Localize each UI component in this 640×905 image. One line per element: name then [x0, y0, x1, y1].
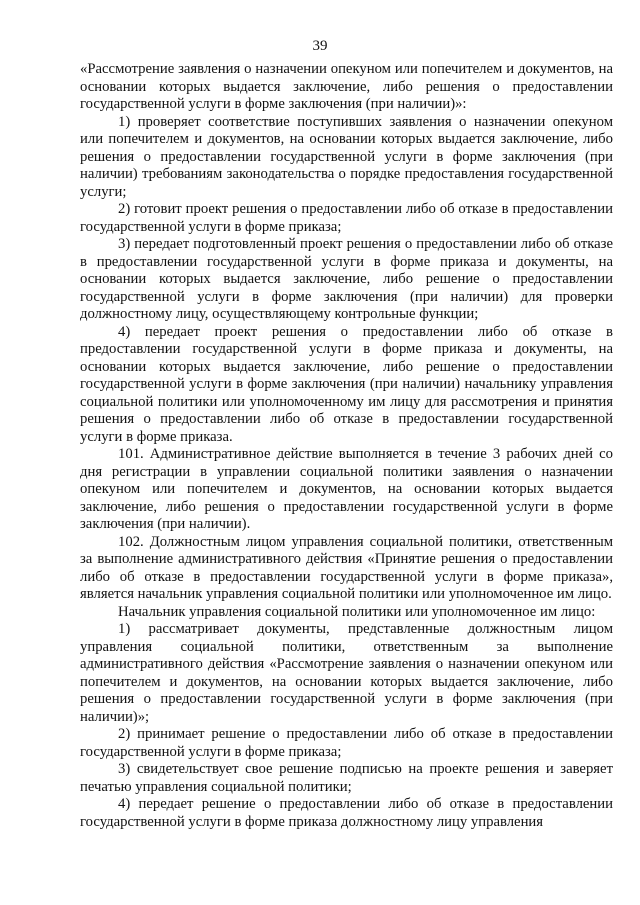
- paragraph-item-4: 4) передает проект решения о предоставлении либо об отказе в предоставлении государственной услуги в форме приказа и документы, на основании которых выдается заключение, либо решение о предоставлении государственной услуги в форме заключения (при наличии) начальнику управления социальной политики или уполномоченному им лицу для рассмотрения и принятия решения о предоставлении либо об отказе в предоставлении государственной услуги в форме приказа.: [80, 323, 613, 445]
- paragraph-continuation: «Рассмотрение заявления о назначении опекуном или попечителем и документов, на основании которых выдается заключение, либо решения о предоставлении государственной услуги в форме заключения (при наличии)»:: [80, 61, 613, 112]
- paragraph-duty-2: 2) принимает решение о предоставлении либо об отказе в предоставлении государственной услуги в форме приказа;: [80, 726, 613, 760]
- paragraph-duty-1: 1) рассматривает документы, представленные должностным лицом управления социальной политики, ответственным за выполнение административного действия «Рассмотрение заявления о назначении опекуном или попечителем и документов, на основании которых выдается заключение, либо решения о предоставлении государственной услуги в форме заключения (при наличии)»;: [80, 621, 613, 725]
- paragraph-102: 102. Должностным лицом управления социальной политики, ответственным за выполнение административного действия «Принятие решения о предоставлении либо об отказе в предоставлении государственной услуги в форме приказа», является начальник управления социальной политики или уполномоченное им лицо.: [80, 533, 613, 602]
- paragraph-duty-4: 4) передает решение о предоставлении либо об отказе в предоставлении государственной услуги в форме приказа должностному лицу управления: [80, 796, 613, 830]
- document-body: [80, 61, 613, 831]
- paragraph-duty-3: 3) свидетельствует свое решение подписью на проекте решения и заверяет печатью управления социальной политики;: [80, 761, 613, 795]
- paragraph-101: 101. Административное действие выполняется в течение 3 рабочих дней со дня регистрации в управлении социальной политики заявления о назначении опекуном или попечителем и документов, на основании которых выдается заключение, либо решения о предоставлении государственной услуги в форме заключения (при наличии).: [80, 446, 613, 532]
- paragraph-item-1: 1) проверяет соответствие поступивших заявления о назначении опекуном или попечителем и документов, на основании которых выдается заключение, либо решения о предоставлении государственной услуги в форме заключения (при наличии) требованиям законодательства о порядке предоставления государственной услуги;: [80, 113, 613, 200]
- page-number: 39: [312, 38, 328, 54]
- paragraph-item-2: 2) готовит проект решения о предоставлении либо об отказе в предоставлении государственной услуги в форме приказа;: [80, 201, 613, 235]
- paragraph-item-3: 3) передает подготовленный проект решения о предоставлении либо об отказе в предоставлении государственной услуги в форме приказа и документы, на основании которых выдается заключение, либо решение о предоставлении государственной услуги в форме заключения (при наличии) для проверки должностному лицу, осуществляющему контрольные функции;: [80, 236, 613, 322]
- paragraph-head-duties: Начальник управления социальной политики или уполномоченное им лицо:: [118, 603, 596, 620]
